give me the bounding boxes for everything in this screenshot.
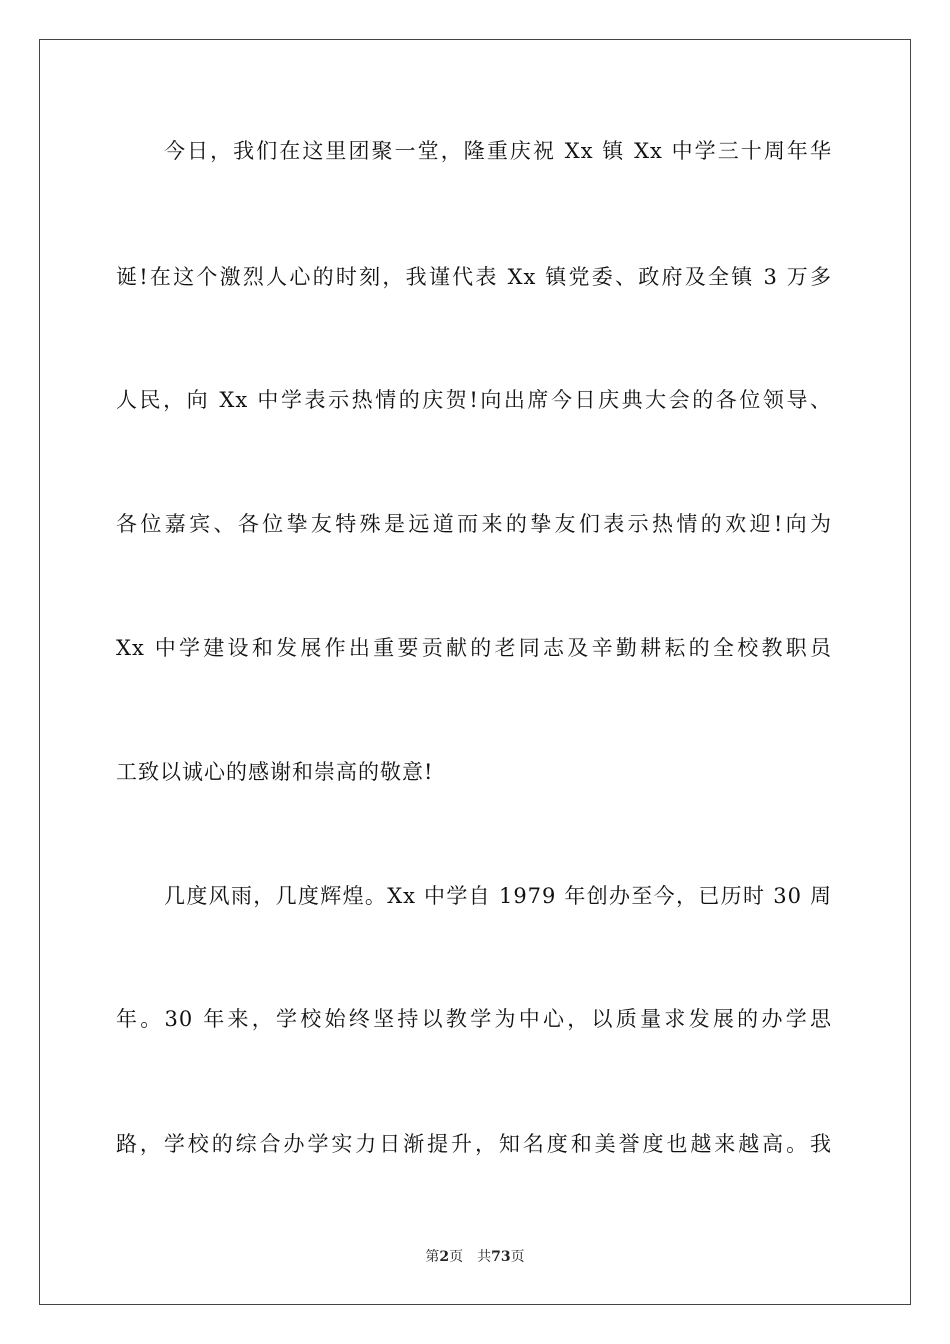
- total-pages: 73: [491, 1249, 511, 1265]
- paragraph-line: 各位嘉宾、各位挚友特殊是远道而来的挚友们表示热情的欢迎!向为: [116, 512, 832, 536]
- paragraph-line: 今日，我们在这里团聚一堂，隆重庆祝 Xx 镇 Xx 中学三十周年华: [164, 139, 832, 163]
- paragraph-line: 诞!在这个激烈人心的时刻，我谨代表 Xx 镇党委、政府及全镇 3 万多: [116, 265, 832, 289]
- paragraph-line: 工致以诚心的感谢和崇高的敬意!: [116, 760, 434, 784]
- paragraph-line: 几度风雨，几度辉煌。Xx 中学自 1979 年创办至今，已历时 30 周: [164, 884, 832, 908]
- page-number: 2: [439, 1249, 450, 1265]
- page-prefix: 第: [425, 1249, 440, 1265]
- page-unit: 页: [449, 1249, 464, 1265]
- paragraph-line: 年。30 年来，学校始终坚持以教学为中心，以质量求发展的办学思: [116, 1007, 832, 1031]
- paragraph-line: 路，学校的综合办学实力日渐提升，知名度和美誉度也越来越高。我: [116, 1132, 832, 1156]
- total-prefix: 共: [477, 1249, 492, 1265]
- page-footer: [0, 1248, 950, 1266]
- total-unit: 页: [510, 1249, 525, 1265]
- paragraph-line: 人民，向 Xx 中学表示热情的庆贺!向出席今日庆典大会的各位领导、: [116, 388, 832, 412]
- page-frame: [39, 39, 911, 1305]
- paragraph-line: Xx 中学建设和发展作出重要贡献的老同志及辛勤耕耘的全校教职员: [116, 636, 832, 660]
